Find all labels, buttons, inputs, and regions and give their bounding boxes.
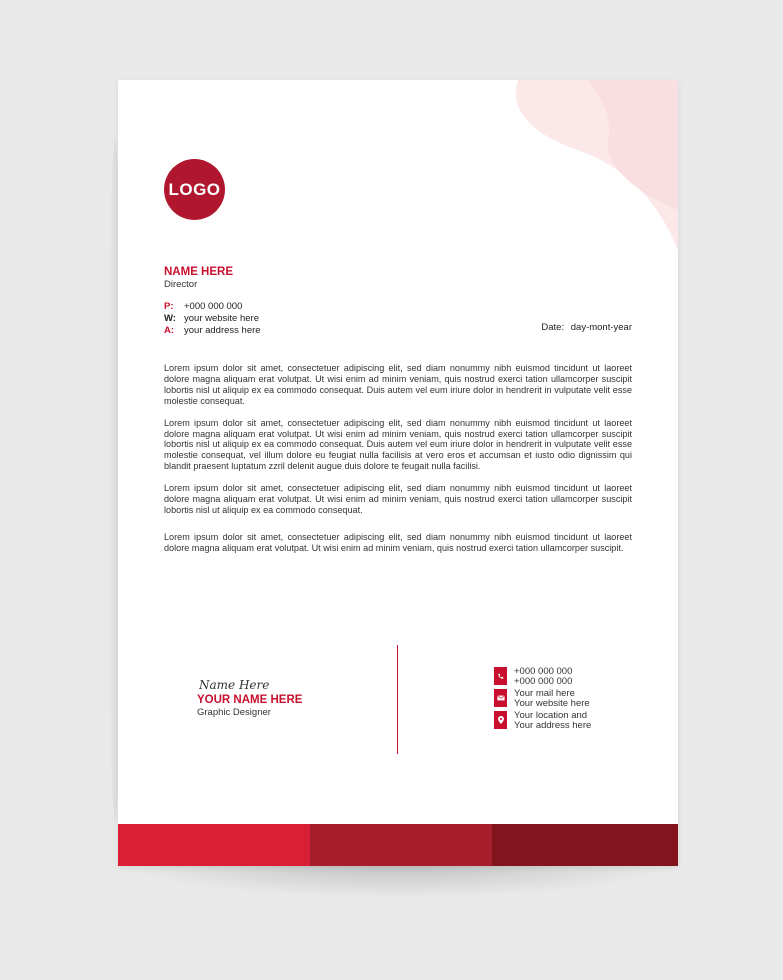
signature-name: YOUR NAME HERE [197, 694, 303, 706]
corner-wave-decoration [438, 80, 678, 250]
contact-address-label: A: [164, 325, 175, 336]
signature-title: Graphic Designer [197, 707, 271, 718]
page-shadow-bottom [118, 862, 678, 898]
date-value: day-mont-year [570, 322, 632, 333]
card-website: Your website here [514, 697, 590, 709]
footer-contact-card [494, 667, 591, 733]
footer-color-bars [118, 824, 678, 866]
sender-contact [164, 301, 261, 337]
mail-icon [494, 689, 507, 707]
body-paragraph: Lorem ipsum dolor sit amet, consectetuer adipiscing elit, sed diam nonummy nibh euismod tincidunt ut laoreet dolore magna aliquam erat volutpat. Ut wisi enim ad minim veniam, quis nostrud exerci tation ullamcorper suscipit lobortis nisl ut aliquip ex ea commodo consequat. Duis autem vel eum iriure dolor in hendrerit in vulputate velit esse molestie consequat. [164, 363, 632, 406]
letterhead-page [118, 80, 678, 866]
card-location: Your location and [514, 710, 588, 721]
footer-bar-2 [310, 824, 492, 866]
card-phone-2: +000 000 000 [514, 675, 573, 687]
card-mail: Your mail here [514, 688, 575, 699]
contact-website-row [164, 313, 261, 325]
contact-address-row [164, 325, 261, 337]
contact-website-label: W: [164, 313, 176, 324]
contact-website-value: your website here [184, 313, 259, 324]
sender-role: Director [164, 279, 198, 290]
vertical-divider [397, 645, 398, 754]
body-paragraph: Lorem ipsum dolor sit amet, consectetuer adipiscing elit, sed diam nonummy nibh euismod tincidunt ut laoreet dolore magna aliquam erat volutpat. Ut wisi enim ad minim veniam, quis nostrud exerci tation ullamcorper suscipit lobortis nisl ut aliquip ex ea commodo consequat. Duis autem vel eum iriure dolor in hendrerit in vulputate velit esse molestie consequat, vel illum dolore eu feugiat nulla facilisis at vero eros et accumsan et iusto odio dignissim qui blandit praesent luptatum zzril delenit augue duis dolore te feugait nulla facilisi. [164, 417, 632, 472]
logo [164, 159, 225, 220]
sender-name-block [164, 266, 233, 290]
letter-body [164, 363, 632, 565]
card-location-row [494, 711, 591, 730]
contact-address-value: your address here [184, 325, 261, 336]
card-address: Your address here [514, 719, 592, 731]
sender-name: NAME HERE [164, 266, 234, 278]
footer-bar-3 [492, 824, 678, 866]
date-line [541, 322, 632, 333]
location-pin-icon [494, 711, 507, 729]
contact-phone-value: +000 000 000 [184, 301, 243, 312]
footer-bar-1 [118, 824, 310, 866]
card-web-row [494, 689, 591, 708]
date-label: Date: [541, 322, 565, 333]
handwritten-signature: Name Here [199, 678, 270, 692]
logo-text: LOGO [168, 179, 221, 199]
card-phone-1: +000 000 000 [514, 666, 573, 677]
card-phone-row [494, 667, 591, 686]
signature-block [197, 678, 302, 718]
contact-phone-label: P: [164, 301, 174, 312]
body-paragraph: Lorem ipsum dolor sit amet, consectetuer adipiscing elit, sed diam nonummy nibh euismod tincidunt ut laoreet dolore magna aliquam erat volutpat. Ut wisi enim ad minim veniam, quis nostrud exerci tation ullamcorper suscipit lobortis nisl ut aliquip ex ea commodo consequat. [164, 483, 632, 515]
body-paragraph: Lorem ipsum dolor sit amet, consectetuer adipiscing elit, sed diam nonummy nibh euismod tincidunt ut laoreet dolore magna aliquam erat volutpat. Ut wisi enim ad minim veniam, quis nostrud exerci tation ullamcorper suscipit. [164, 531, 632, 553]
phone-icon [494, 667, 507, 685]
contact-phone-row [164, 301, 261, 313]
